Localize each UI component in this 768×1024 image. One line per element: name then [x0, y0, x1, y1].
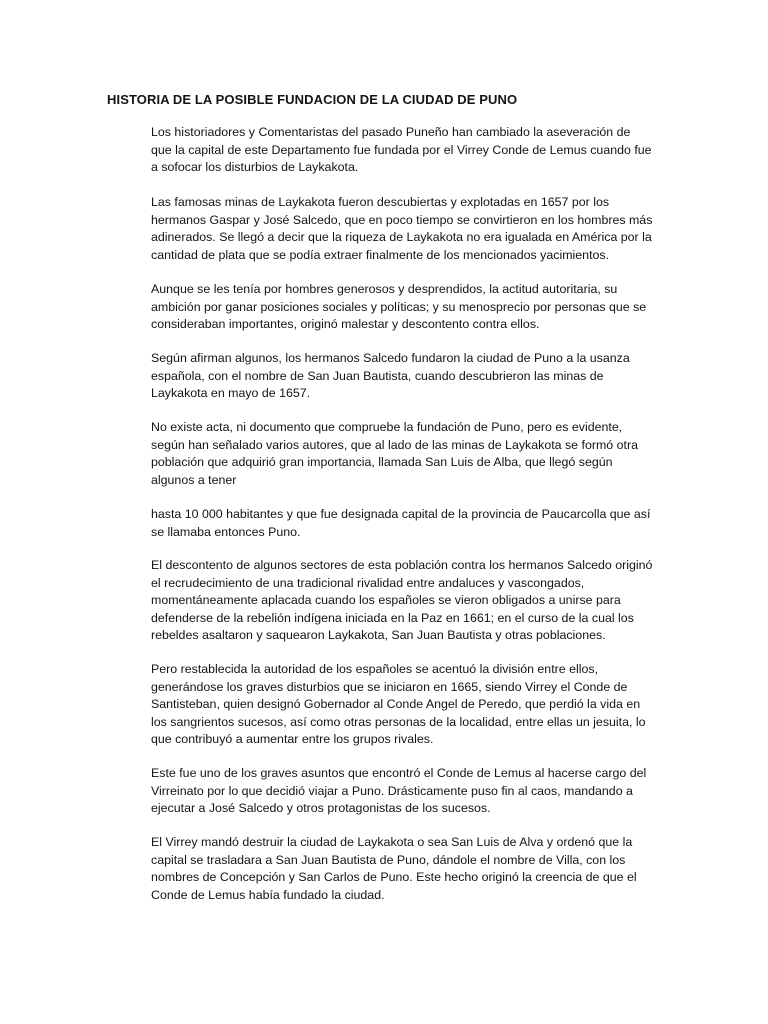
- text-line: Este fue uno de los graves asuntos que encontró el Conde de Lemus al hacerse cargo del: [151, 766, 647, 780]
- text-line: el recrudecimiento de una tradicional rivalidad entre andaluces y vascongados,: [151, 575, 585, 590]
- paragraph: [151, 350, 630, 403]
- text-line: Pero restablecida la autoridad de los españoles se acentuó la división entre ellos,: [151, 662, 599, 676]
- text-line: El Virrey mandó destruir la ciudad de Laykakota o sea San Luis de Alva y ordenó que la: [151, 835, 633, 849]
- text-line: población que adquirió gran importancia, llamada San Luis de Alba, que llegó según: [151, 455, 613, 470]
- text-line: que contribuyó a aumentar entre los grupos rivales.: [151, 732, 434, 747]
- paragraph: [151, 834, 637, 904]
- text-line: se llamaba entonces Puno.: [151, 524, 301, 539]
- text-line: cantidad de plata que se podía extraer finalmente de los mencionados yacimientos.: [151, 247, 610, 262]
- text-line: El descontento de algunos sectores de esta población contra los hermanos Salcedo originó: [151, 558, 653, 572]
- paragraph: [151, 124, 652, 177]
- text-line: Laykakota en mayo de 1657.: [151, 386, 311, 401]
- text-line: según han señalado varios autores, que al lado de las minas de Laykakota se formó otra: [151, 437, 638, 452]
- text-line: a sofocar los disturbios de Laykakota.: [151, 160, 359, 175]
- text-line: capital se trasladara a San Juan Bautista de Puno, dándole el nombre de Villa, con los: [151, 852, 626, 867]
- text-line: No existe acta, ni documento que compruebe la fundación de Puno, pero es evidente,: [151, 420, 623, 434]
- text-line: adinerados. Se llegó a decir que la riqueza de Laykakota no era igualada en América por la: [151, 230, 652, 245]
- paragraph: [151, 194, 652, 264]
- text-line: rebeldes asaltaron y saquearon Laykakota, San Juan Bautista y otras poblaciones.: [151, 628, 606, 643]
- text-line: momentáneamente aplacada cuando los españoles se vieron obligados a unirse para: [151, 593, 621, 608]
- text-line: nombres de Concepción y San Carlos de Puno. Este hecho originó la creencia de que el: [151, 870, 637, 885]
- text-line: ambición por ganar posiciones sociales y políticas; y su menosprecio por personas que se: [151, 299, 647, 314]
- paragraph: [151, 506, 650, 541]
- paragraph: [151, 765, 646, 818]
- text-line: española, con el nombre de San Juan Bautista, cuando descubrieron las minas de: [151, 368, 604, 383]
- document-title: HISTORIA DE LA POSIBLE FUNDACION DE LA CIUDAD DE PUNO: [107, 92, 518, 107]
- paragraph: [151, 281, 646, 334]
- text-line: algunos a tener: [151, 472, 237, 487]
- text-line: generándose los graves disturbios que se iniciaron en 1665, siendo Virrey el Conde de: [151, 679, 628, 694]
- text-line: consideraban importantes, originó malestar y descontento contra ellos.: [151, 317, 540, 332]
- text-line: hasta 10 000 habitantes y que fue designada capital de la provincia de Paucarcolla que así: [151, 507, 651, 521]
- text-line: Conde de Lemus había fundado la ciudad.: [151, 887, 385, 902]
- paragraph: [151, 661, 646, 749]
- text-line: Aunque se les tenía por hombres generosos y desprendidos, la actitud autoritaria, su: [151, 282, 618, 296]
- text-line: ejecutar a José Salcedo y otros protagonistas de los sucesos.: [151, 801, 491, 816]
- text-line: Las famosas minas de Laykakota fueron descubiertas y explotadas en 1657 por los: [151, 195, 610, 209]
- text-line: que la capital de este Departamento fue fundada por el Virrey Conde de Lemus cuando fue: [151, 142, 652, 157]
- text-line: hermanos Gaspar y José Salcedo, que en poco tiempo se convirtieron en los hombres más: [151, 212, 653, 227]
- paragraph: [151, 557, 652, 645]
- text-line: Santisteban, quien designó Gobernador al Conde Angel de Peredo, que perdió la vida en: [151, 697, 641, 712]
- text-line: defenderse de la rebelión indígena iniciada en la Paz en 1661; en el curso de la cual los: [151, 610, 634, 625]
- text-line: Virreinato por lo que decidió viajar a Puno. Drásticamente puso fin al caos, mandando a: [151, 783, 633, 798]
- text-line: los sangrientos sucesos, así como otras personas de la localidad, entre ellas un jesuita, lo: [151, 714, 646, 729]
- text-line: Los historiadores y Comentaristas del pasado Puneño han cambiado la aseveración de: [151, 125, 631, 139]
- paragraph: [151, 419, 638, 489]
- text-line: Según afirman algunos, los hermanos Salcedo fundaron la ciudad de Puno a la usanza: [151, 351, 630, 365]
